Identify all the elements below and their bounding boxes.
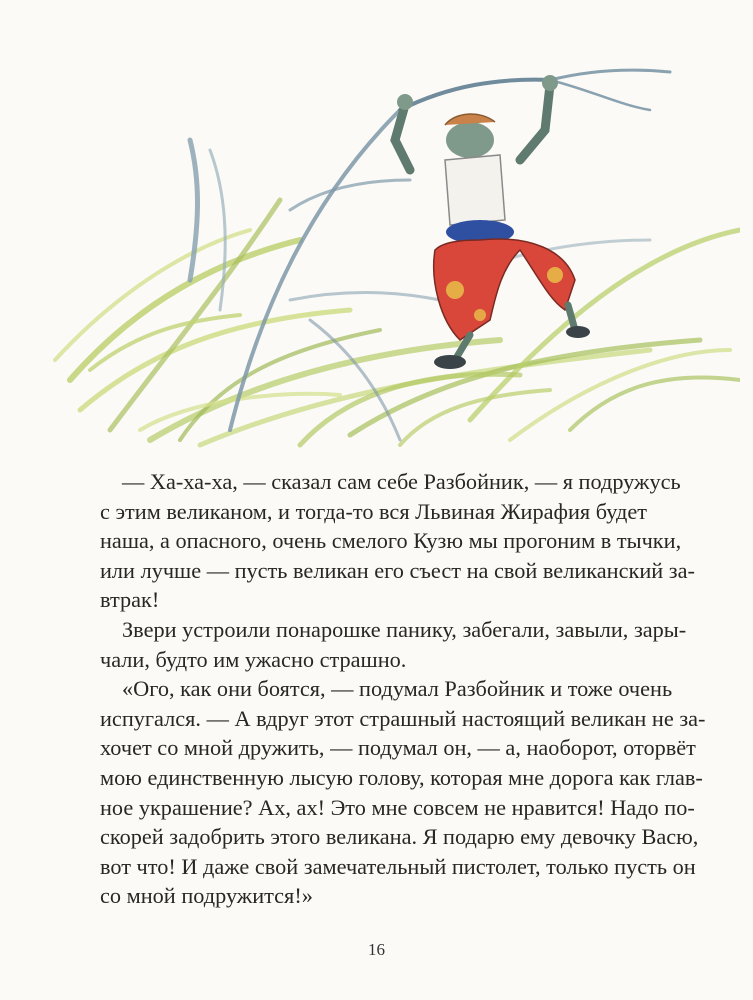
boot-right: [566, 326, 590, 338]
hand-left: [397, 94, 413, 110]
head: [446, 122, 494, 158]
text-line: или лучше — пусть великан его съест на свой великанский за-: [100, 557, 695, 583]
shirt: [445, 155, 505, 225]
text-line: чали, будто им ужасно страшно.: [100, 646, 407, 672]
story-text: [100, 467, 712, 911]
page-number: 16: [368, 940, 385, 959]
text-line: — Ха-ха-ха, — сказал сам себе Разбойник, — я подружусь: [122, 469, 681, 494]
text-line: «Ого, как они боятся, — подумал Разбойник и тоже очень: [122, 676, 673, 702]
hand-right: [542, 75, 558, 91]
text-line: наша, а опасного, очень смелого Кузю мы прогоним в тычки,: [100, 528, 682, 554]
text-line: мою единственную лысую голову, которая мне дорога как глав-: [100, 764, 703, 790]
text-line: втрак!: [100, 587, 160, 613]
illustration: [50, 50, 740, 450]
text-line: вот что! И даже свой замечательный пистолет, только пусть он: [100, 853, 696, 879]
text-line: со мной подружится!»: [100, 883, 313, 909]
text-line: ное украшение? Ах, ах! Это мне совсем не нравится! Надо по-: [100, 794, 695, 820]
boot-left: [434, 355, 466, 369]
razboinik-character: [395, 75, 590, 369]
text-line: Звери устроили понарошке панику, забегали, завыли, зары-: [122, 616, 687, 642]
text-line: хочет со мной дружить, — подумал он, — а, наоборот, оторвёт: [100, 735, 696, 761]
text-line: с этим великаном, и тогда-то вся Львиная Жирафия будет: [100, 498, 647, 524]
grass-yellow: [55, 200, 740, 445]
text-line: испугался. — А вдруг этот страшный настоящий великан не за-: [100, 705, 706, 731]
text-line: скорей задобрить этого великана. Я подарю ему девочку Васю,: [100, 824, 699, 850]
